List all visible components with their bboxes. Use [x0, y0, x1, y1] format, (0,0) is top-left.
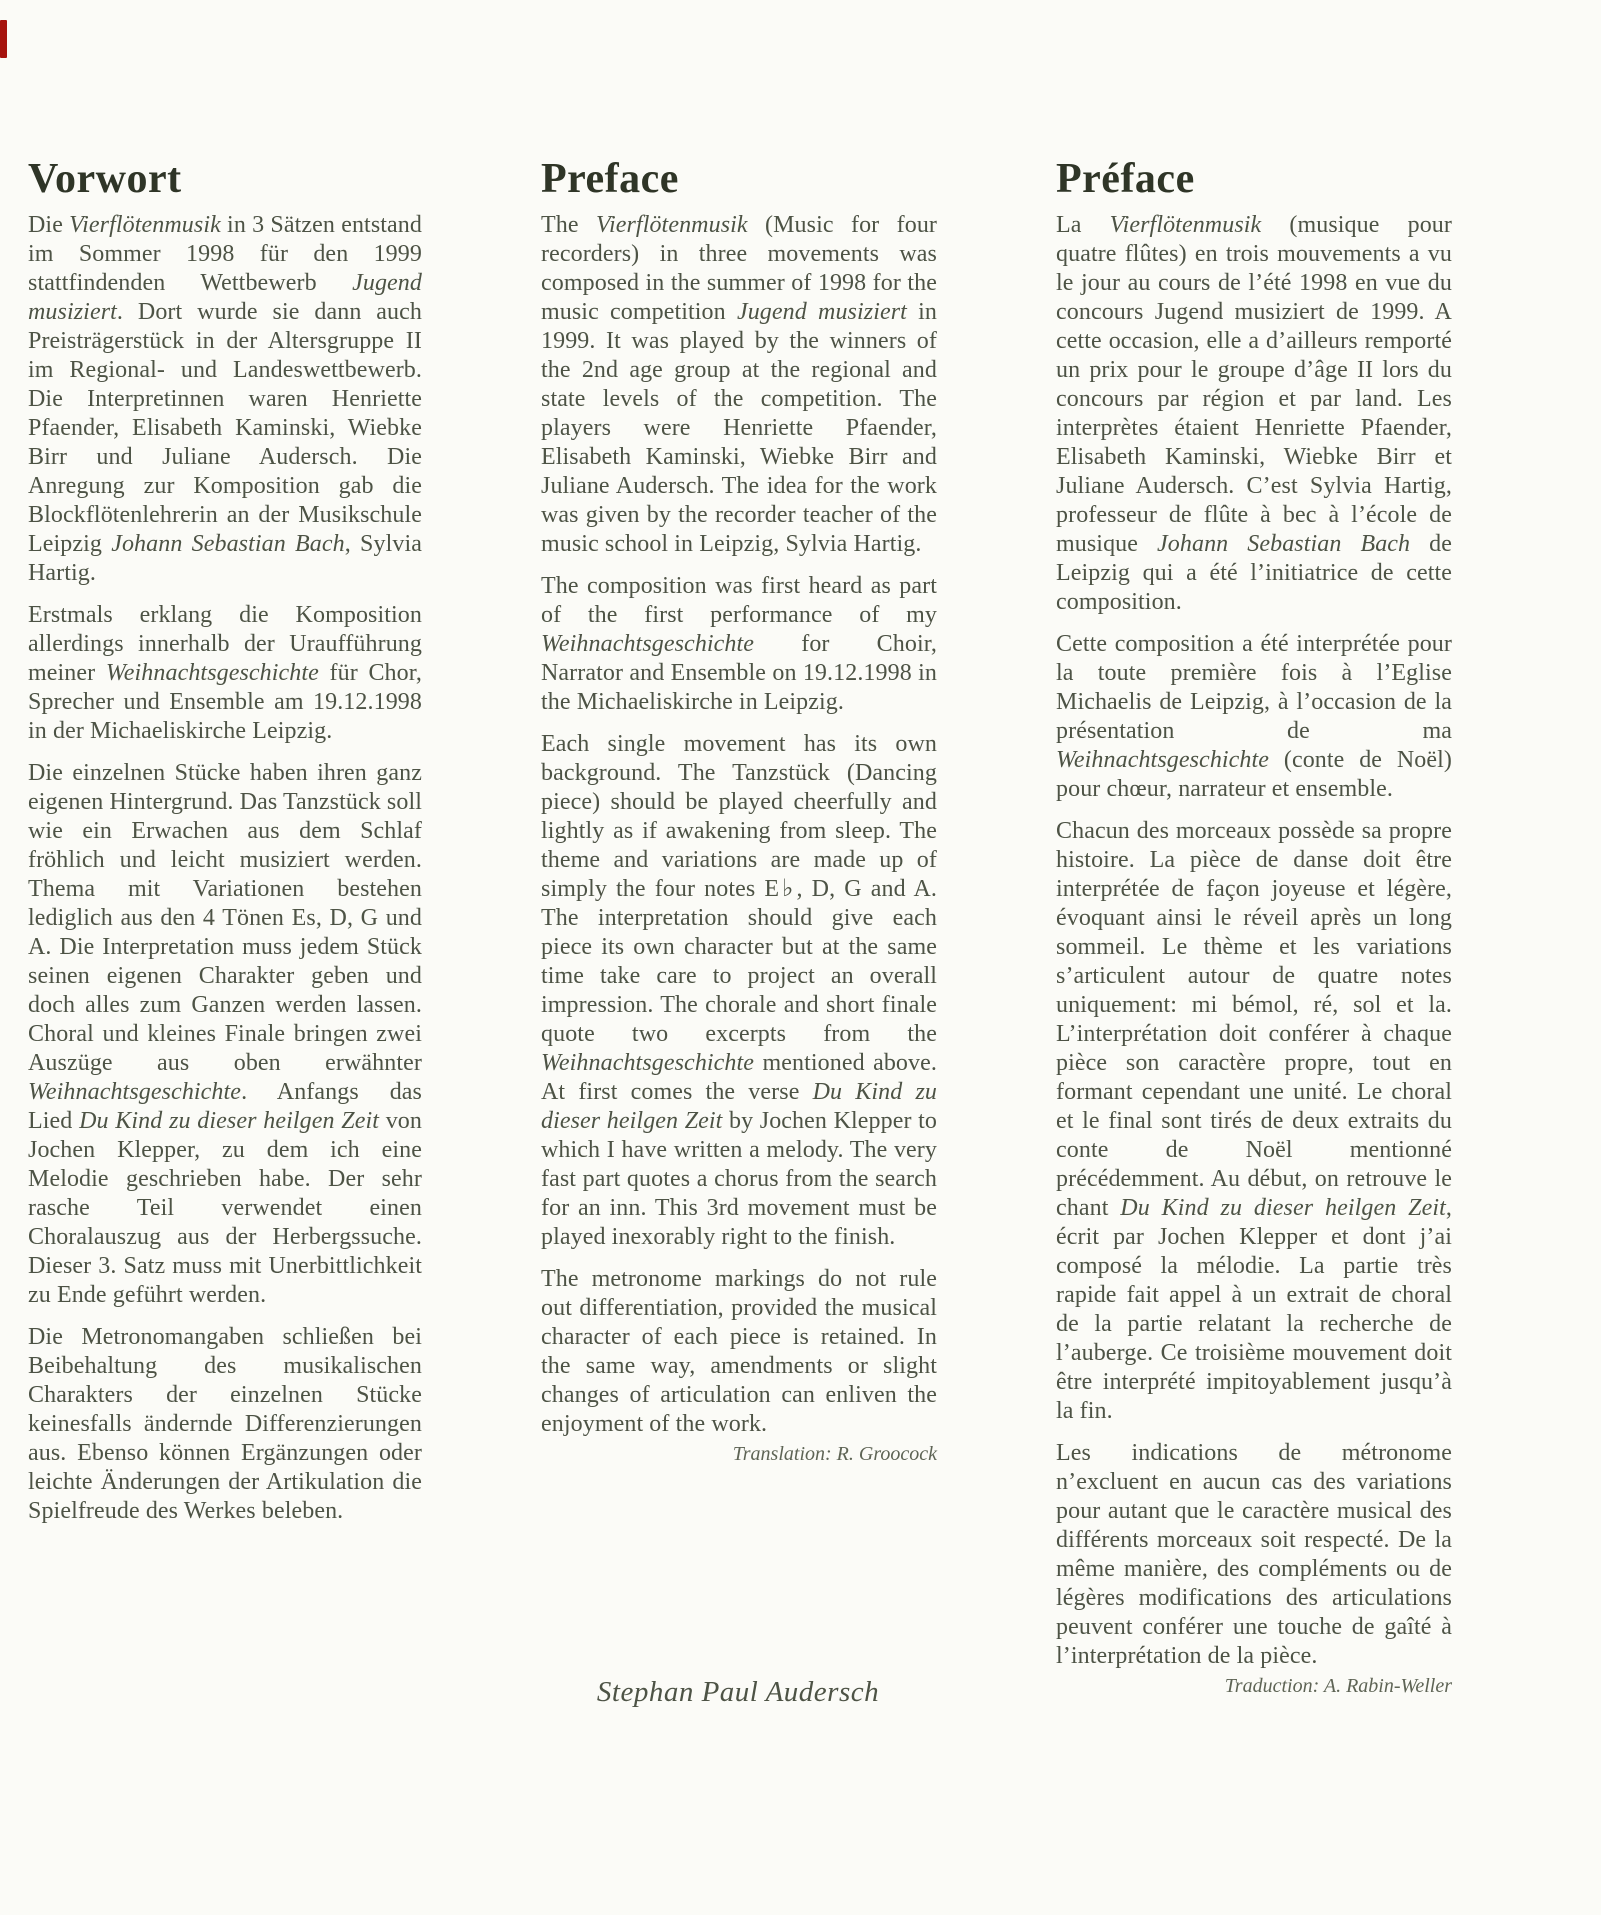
paragraph: The Vierflötenmusik (Music for four recorders) in three movements was composed in the summer of 1998 for the music competition Jugend musiziert in 1999. It was played by the winners of the 2nd age group at the regional and state levels of the competition. The players were Henriette Pfaender, Elisabeth Kaminski, Wiebke Birr and Juliane Audersch. The idea for the work was given by the recorder teacher of the music school in Leipzig, Sylvia Hartig. [541, 212, 938, 557]
column-body-english [541, 211, 937, 1439]
column-english [541, 156, 937, 1466]
paragraph: Les indications de métronome n’excluent en aucun cas des variations pour autant que le caractère musical des différents morceaux soit respecté. De la même manière, des compléments ou de légères modifications des articulations peuvent conférer une touche de gaîté à l’interprétation de la pièce. [1056, 1440, 1452, 1669]
paragraph: Die Vierflötenmusik in 3 Sätzen entstand im Sommer 1998 für den 1999 stattfindenden Wettbewerb Jugend musiziert. Dort wurde sie dann auch Preisträgerstück in der Altersgruppe II im Regional- und Landeswettbewerb. Die Interpretinnen waren Henriette Pfaender, Elisabeth Kaminski, Wiebke Birr und Juliane Audersch. Die Anregung zur Komposition gab die Blockflötenlehrerin an der Musikschule Leipzig Johann Sebastian Bach, Sylvia Hartig. [28, 212, 422, 586]
paragraph: The composition was first heard as part of the first performance of my Weihnachtsgeschichte for Choir, Narrator and Ensemble on 19.12.1998 in the Michaeliskirche in Leipzig. [541, 573, 937, 715]
column-title-german: Vorwort [28, 156, 182, 202]
paragraph: Die einzelnen Stücke haben ihren ganz eigenen Hintergrund. Das Tanzstück soll wie ein Erwachen aus dem Schlaf fröhlich und leicht musiziert werden. Thema mit Variationen bestehen lediglich aus den 4 Tönen Es, D, G und A. Die Interpretation muss jedem Stück seinen eigenen Charakter geben und doch alles zum Ganzen werden lassen. Choral und kleines Finale bringen zwei Auszüge aus oben erwähnter Weihnachtsgeschichte. Anfangs das Lied Du Kind zu dieser heilgen Zeit von Jochen Klepper, zu dem ich eine Melodie geschrieben habe. Der sehr rasche Teil verwendet einen Choralauszug aus der Herbergssuche. Dieser 3. Satz muss mit Unerbittlichkeit zu Ende geführt werden. [28, 760, 423, 1308]
paragraph: Die Metronomangaben schließen bei Beibehaltung des musikalischen Charakters der einzelnen Stücke keinesfalls ändernde Differenzierungen aus. Ebenso können Ergänzungen oder leichte Änderungen der Artikulation die Spielfreude des Werkes beleben. [28, 1324, 422, 1524]
column-body-german [28, 211, 422, 1526]
paragraph: Chacun des morceaux possède sa propre histoire. La pièce de danse doit être interprétée de façon joyeuse et légère, évoquant ainsi le réveil après un long sommeil. Le thème et les variations s’articulent autour de quatre notes uniquement: mi bémol, ré, sol et la. L’interprétation doit conférer à chaque pièce son caractère propre, tout en formant cependant une unité. Le choral et le final sont tirés de deux extraits du conte de Noël mentionné précédemment. Au début, on retrouve le chant Du Kind zu dieser heilgen Zeit, écrit par Jochen Klepper et dont j’ai composé la mélodie. La partie très rapide fait appel à un extrait de choral de la partie relatant la recherche de l’auberge. Ce troisième mouvement doit être interprété impitoyablement jusqu’à la fin. [1056, 818, 1452, 1424]
paragraph: Cette composition a été interprétée pour la toute première fois à l’Eglise Michaelis de Leipzig, à l’occasion de la présentation de ma Weihnachtsgeschichte (conte de Noël) pour chœur, narrateur et ensemble. [1056, 631, 1452, 802]
column-body-french [1056, 211, 1452, 1671]
column-title-french: Préface [1056, 156, 1195, 202]
translation-credit-english: Translation: R. Groocock [732, 1443, 937, 1465]
column-german [28, 156, 422, 1526]
paragraph: Erstmals erklang die Komposition allerdings innerhalb der Uraufführung meiner Weihnachtsgeschichte für Chor, Sprecher und Ensemble am 19.12.1998 in der Michaeliskirche Leipzig. [28, 602, 422, 744]
red-registration-mark [0, 20, 7, 58]
paragraph: La Vierflötenmusik (musique pour quatre flûtes) en trois mouvements a vu le jour au cours de l’été 1998 en vue du concours Jugend musiziert de 1999. A cette occasion, elle a d’ailleurs remporté un prix pour le groupe d’âge II lors du concours par région et par land. Les interprètes étaient Henriette Pfaender, Elisabeth Kaminski, Wiebke Birr et Juliane Audersch. C’est Sylvia Hartig, professeur de flûte à bec à l’école de musique Johann Sebastian Bach de Leipzig qui a été l’initiatrice de cette composition. [1056, 212, 1452, 615]
column-title-english: Preface [541, 156, 679, 202]
preface-columns [28, 156, 1452, 1698]
author-signature: Stephan Paul Audersch [596, 1676, 880, 1708]
paragraph: The metronome markings do not rule out differentiation, provided the musical character of each piece is retained. In the same way, amendments or slight changes of articulation can enliven the enjoyment of the work. [541, 1266, 937, 1437]
paragraph: Each single movement has its own background. The Tanzstück (Dancing piece) should be played cheerfully and lightly as if awakening from sleep. The theme and variations are made up of simply the four notes E♭, D, G and A. The interpretation should give each piece its own character but at the same time take care to project an overall impression. The chorale and short finale quote two excerpts from the Weihnachtsgeschichte mentioned above. At first comes the verse Du Kind zu dieser heilgen Zeit by Jochen Klepper to which I have written a melody. The very fast part quotes a chorus from the search for an inn. This 3rd movement must be played inexorably right to the finish. [541, 731, 937, 1250]
column-french [1056, 156, 1452, 1698]
translation-credit-french: Traduction: A. Rabin-Weller [1224, 1675, 1452, 1697]
